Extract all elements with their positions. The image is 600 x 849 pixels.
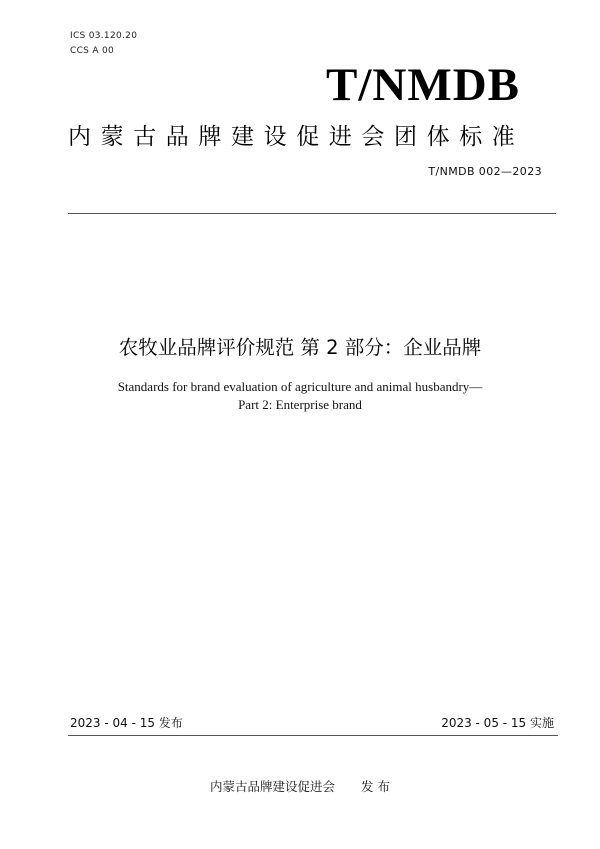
- organization-title: 内蒙古品牌建设促进会团体标准: [68, 124, 525, 150]
- standard-number: T/NMDB 002—2023: [428, 165, 542, 178]
- footer-divider: [68, 735, 558, 736]
- ccs-code: CCS A 00: [70, 46, 115, 56]
- document-title-english-line-1: Standards for brand evaluation of agriculture and animal husbandry—: [117, 379, 483, 394]
- document-title-english-line-2: Part 2: Enterprise brand: [238, 397, 362, 412]
- ics-code: ICS 03.120.20: [70, 31, 138, 41]
- document-title-chinese: 农牧业品牌评价规范 第 2 部分：企业品牌: [118, 336, 482, 359]
- publisher-line: [0, 777, 600, 795]
- publisher-action: 发 布: [361, 779, 390, 794]
- implementation-date: 2023 - 05 - 15 实施: [441, 716, 554, 730]
- header-divider: [68, 213, 556, 214]
- publisher-organization: 内蒙古品牌建设促进会: [210, 779, 336, 794]
- standard-logo: T/NMDB: [326, 59, 520, 111]
- publish-date: 2023 - 04 - 15 发布: [70, 716, 183, 730]
